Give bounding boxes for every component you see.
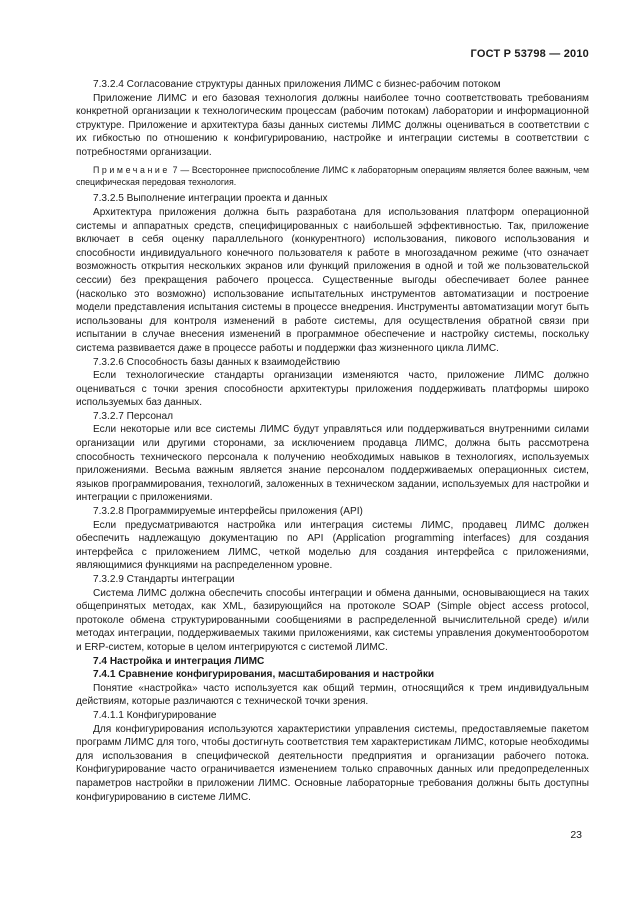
document-body — [76, 78, 589, 804]
paragraph: Понятие «настройка» часто используется как общий термин, относящийся к трем индивидуальным действиям, которые различаются с технической точки зрения. — [76, 682, 589, 708]
section-heading-7-4-1: 7.4.1 Сравнение конфигурирования, масштабирования и настройки — [93, 669, 435, 681]
paragraph: Если предусматриваются настройка или интеграция системы ЛИМС, продавец ЛИМС должен обеспечить надлежащую документацию по API (Application programming interfaces) для создания интерфейса с приложением ЛИМС, четкой моделью для создания интерфейса с приложениями, являющимися функциями на распределенном уровне. — [76, 519, 589, 572]
standard-header: ГОСТ Р 53798 — 2010 — [470, 48, 589, 60]
paragraph: Для конфигурирования используются характеристики управления системы, предоставляемые пакетом программ ЛИМС для того, чтобы достигнуть соответствия тем характеристикам ЛИМС, которые необходимы для использования в специфической деятельности предприятия и организации рабочего потока. Конфигурирование часто ограничивается изменением только справочных данных или предопределенных параметров настройки в приложении ЛИМС. Основные лабораторные требования должны быть доступны конфигурированию в системе ЛИМС. — [76, 723, 589, 803]
note-text: 7 — Всестороннее приспособление ЛИМС к лабораторным операциям является более важным, чем специфическая передовая технология. — [76, 164, 589, 187]
page-number: 23 — [570, 829, 582, 841]
section-heading-7-3-2-8: 7.3.2.8 Программируемые интерфейсы приложения (API) — [93, 506, 363, 518]
section-heading-7-3-2-9: 7.3.2.9 Стандарты интеграции — [93, 574, 235, 585]
note-label: Примечание — [93, 164, 170, 175]
paragraph: Система ЛИМС должна обеспечить способы интеграции и обмена данными, основывающиеся на таких общепринятых методах, как XML, базирующийся на протоколе SOAP (Simple object access protocol, протоколе обмена структурированными сообщениями в распределенной вычислительной среде) и/или методах интеграции, поддерживаемых такими приложениями, как системы управления документооборотом и ERP-систем, которые в целом интегрируются с системой ЛИМС. — [76, 587, 589, 653]
note-7 — [76, 164, 589, 189]
section-heading-7-3-2-4: 7.3.2.4 Согласование структуры данных приложения ЛИМС с бизнес-рабочим потоком — [93, 79, 501, 90]
section-heading-7-4-1-1: 7.4.1.1 Конфигурирование — [93, 709, 217, 721]
paragraph: Архитектура приложения должна быть разработана для использования платформ операционной системы и аппаратных средств, специфицированных с наибольшей эффективностью. Так, приложение включает в себя оценку параллельного (конкурентного) использования, пикового использования и способности индивидуального конечного пользователя к работе в многозадачном режиме (что означает возможность открытия нескольких экранов или функций приложения в одной и той же пользовательской сессии) без прекращения рабочего процесса. Существенные выгоды обеспечивает более раннее (насколько это возможно) использование испытательных инструментов автоматизации и построение модели представления испытания системы в процессе внедрения. Инструменты автоматизации могут быть использованы для контроля изменений в работе системы, для осуществления обратной связи при испытании в случае внесения изменений в программное обеспечение и настройку системы, поскольку система развивается даже в процессе работы и поддержки фаз жизненного цикла ЛИМС. — [76, 206, 589, 354]
paragraph: Если технологические стандарты организации изменяются часто, приложение ЛИМС должно оцениваться с точки зрения способности архитектуры приложения поддерживать платформы широко используемых баз данных. — [76, 370, 589, 409]
section-heading-7-4: 7.4 Настройка и интеграция ЛИМС — [93, 655, 265, 667]
paragraph: Если некоторые или все системы ЛИМС будут управляться или поддерживаться внутренними силами организации или другими сторонами, за исключением продавца ЛИМС, должна быть рассмотрена способность технического персонала к получению необходимых навыков в технологиях, используемых приложениями. Весьма важным является знание персоналом поддерживаемых операционных систем, языков программирования, технологий, заложенных в техническом задании, используемых для настройки и интеграции с приложениями. — [76, 424, 589, 504]
section-heading-7-3-2-6: 7.3.2.6 Способность базы данных к взаимодействию — [93, 356, 341, 368]
paragraph: Приложение ЛИМС и его базовая технология должны наиболее точно соответствовать требованиям конкретной организации к технологическим процессам (рабочим потокам) лаборатории и информационной структуре. Приложение и архитектура базы данных системы ЛИМС должны оцениваться в соответствии с их гибкостью по отношению к конфигурированию, настройке и интеграции системы в соответствии с потребностями организации. — [76, 92, 589, 158]
section-heading-7-3-2-7: 7.3.2.7 Персонал — [93, 410, 174, 422]
section-heading-7-3-2-5: 7.3.2.5 Выполнение интеграции проекта и данных — [93, 193, 328, 205]
